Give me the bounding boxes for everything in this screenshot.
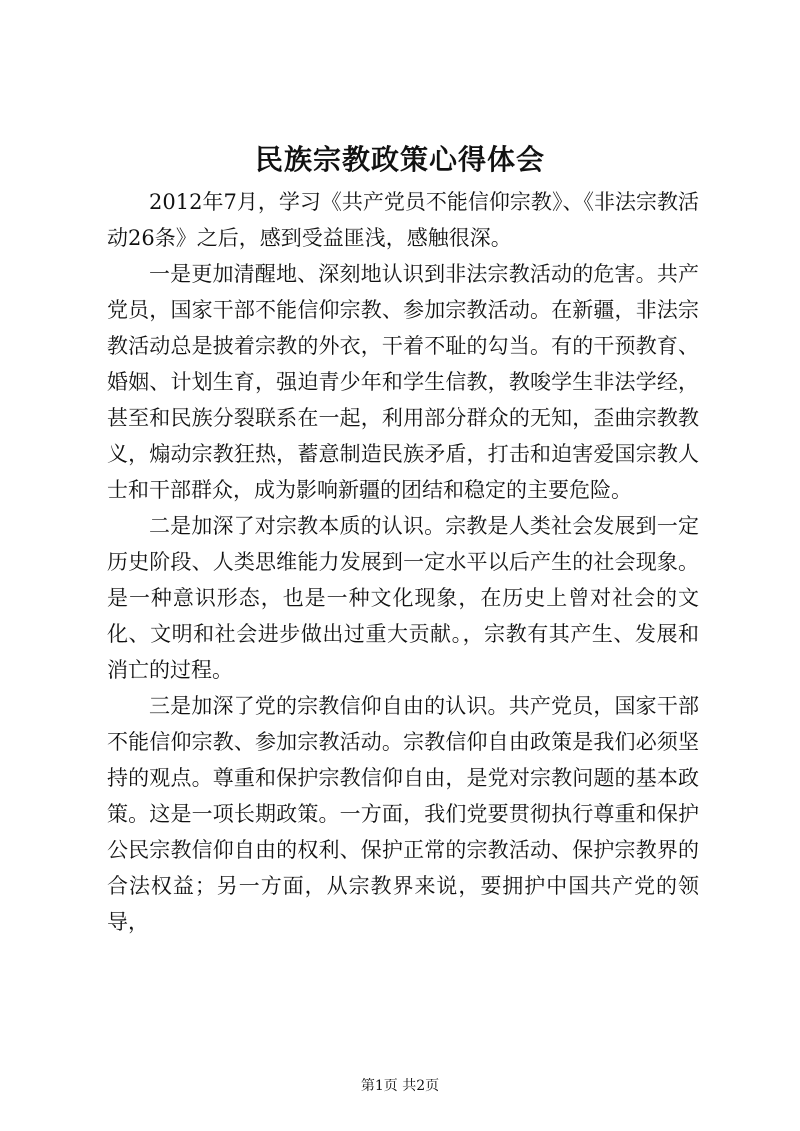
paragraph-4: 三是加深了党的宗教信仰自由的认识。共产党员，国家干部不能信仰宗教、参加宗教活动。宗教信仰自由政策是我们必须坚持的观点。尊重和保护宗教信仰自由，是党对宗教问题的基本政策。这是一项长期政策。一方面，我们党要贯彻执行尊重和保护公民宗教信仰自由的权利、保护正常的宗教活动、保护宗教界的合法权益；另一方面，从宗教界来说，要拥护中国共产党的领导， (107, 694, 699, 934)
document-title: 民族宗教政策心得体会 (254, 143, 545, 176)
document-body (107, 184, 699, 940)
paragraph-2: 一是更加清醒地、深刻地认识到非法宗教活动的危害。共产党员，国家干部不能信仰宗教、参加宗教活动。在新疆，非法宗教活动总是披着宗教的外衣，干着不耻的勾当。有的干预教育、婚姻、计划生育，强迫青少年和学生信教，教唆学生非法学经，甚至和民族分裂联系在一起，利用部分群众的无知，歪曲宗教教义，煽动宗教狂热，蓄意制造民族矛盾，打击和迫害爱国宗教人士和干部群众，成为影响新疆的团结和稳定的主要危险。 (107, 262, 699, 502)
paragraph-3: 二是加深了对宗教本质的认识。宗教是人类社会发展到一定历史阶段、人类思维能力发展到一定水平以后产生的社会现象。是一种意识形态，也是一种文化现象，在历史上曾对社会的文化、文明和社会进步做出过重大贡献。，宗教有其产生、发展和消亡的过程。 (107, 514, 699, 682)
paragraph-1: 2012年7月，学习《共产党员不能信仰宗教》、《非法宗教活动26条》之后，感到受益匪浅，感触很深。 (107, 190, 699, 250)
page-footer: 第1页 共2页 (360, 1078, 440, 1094)
